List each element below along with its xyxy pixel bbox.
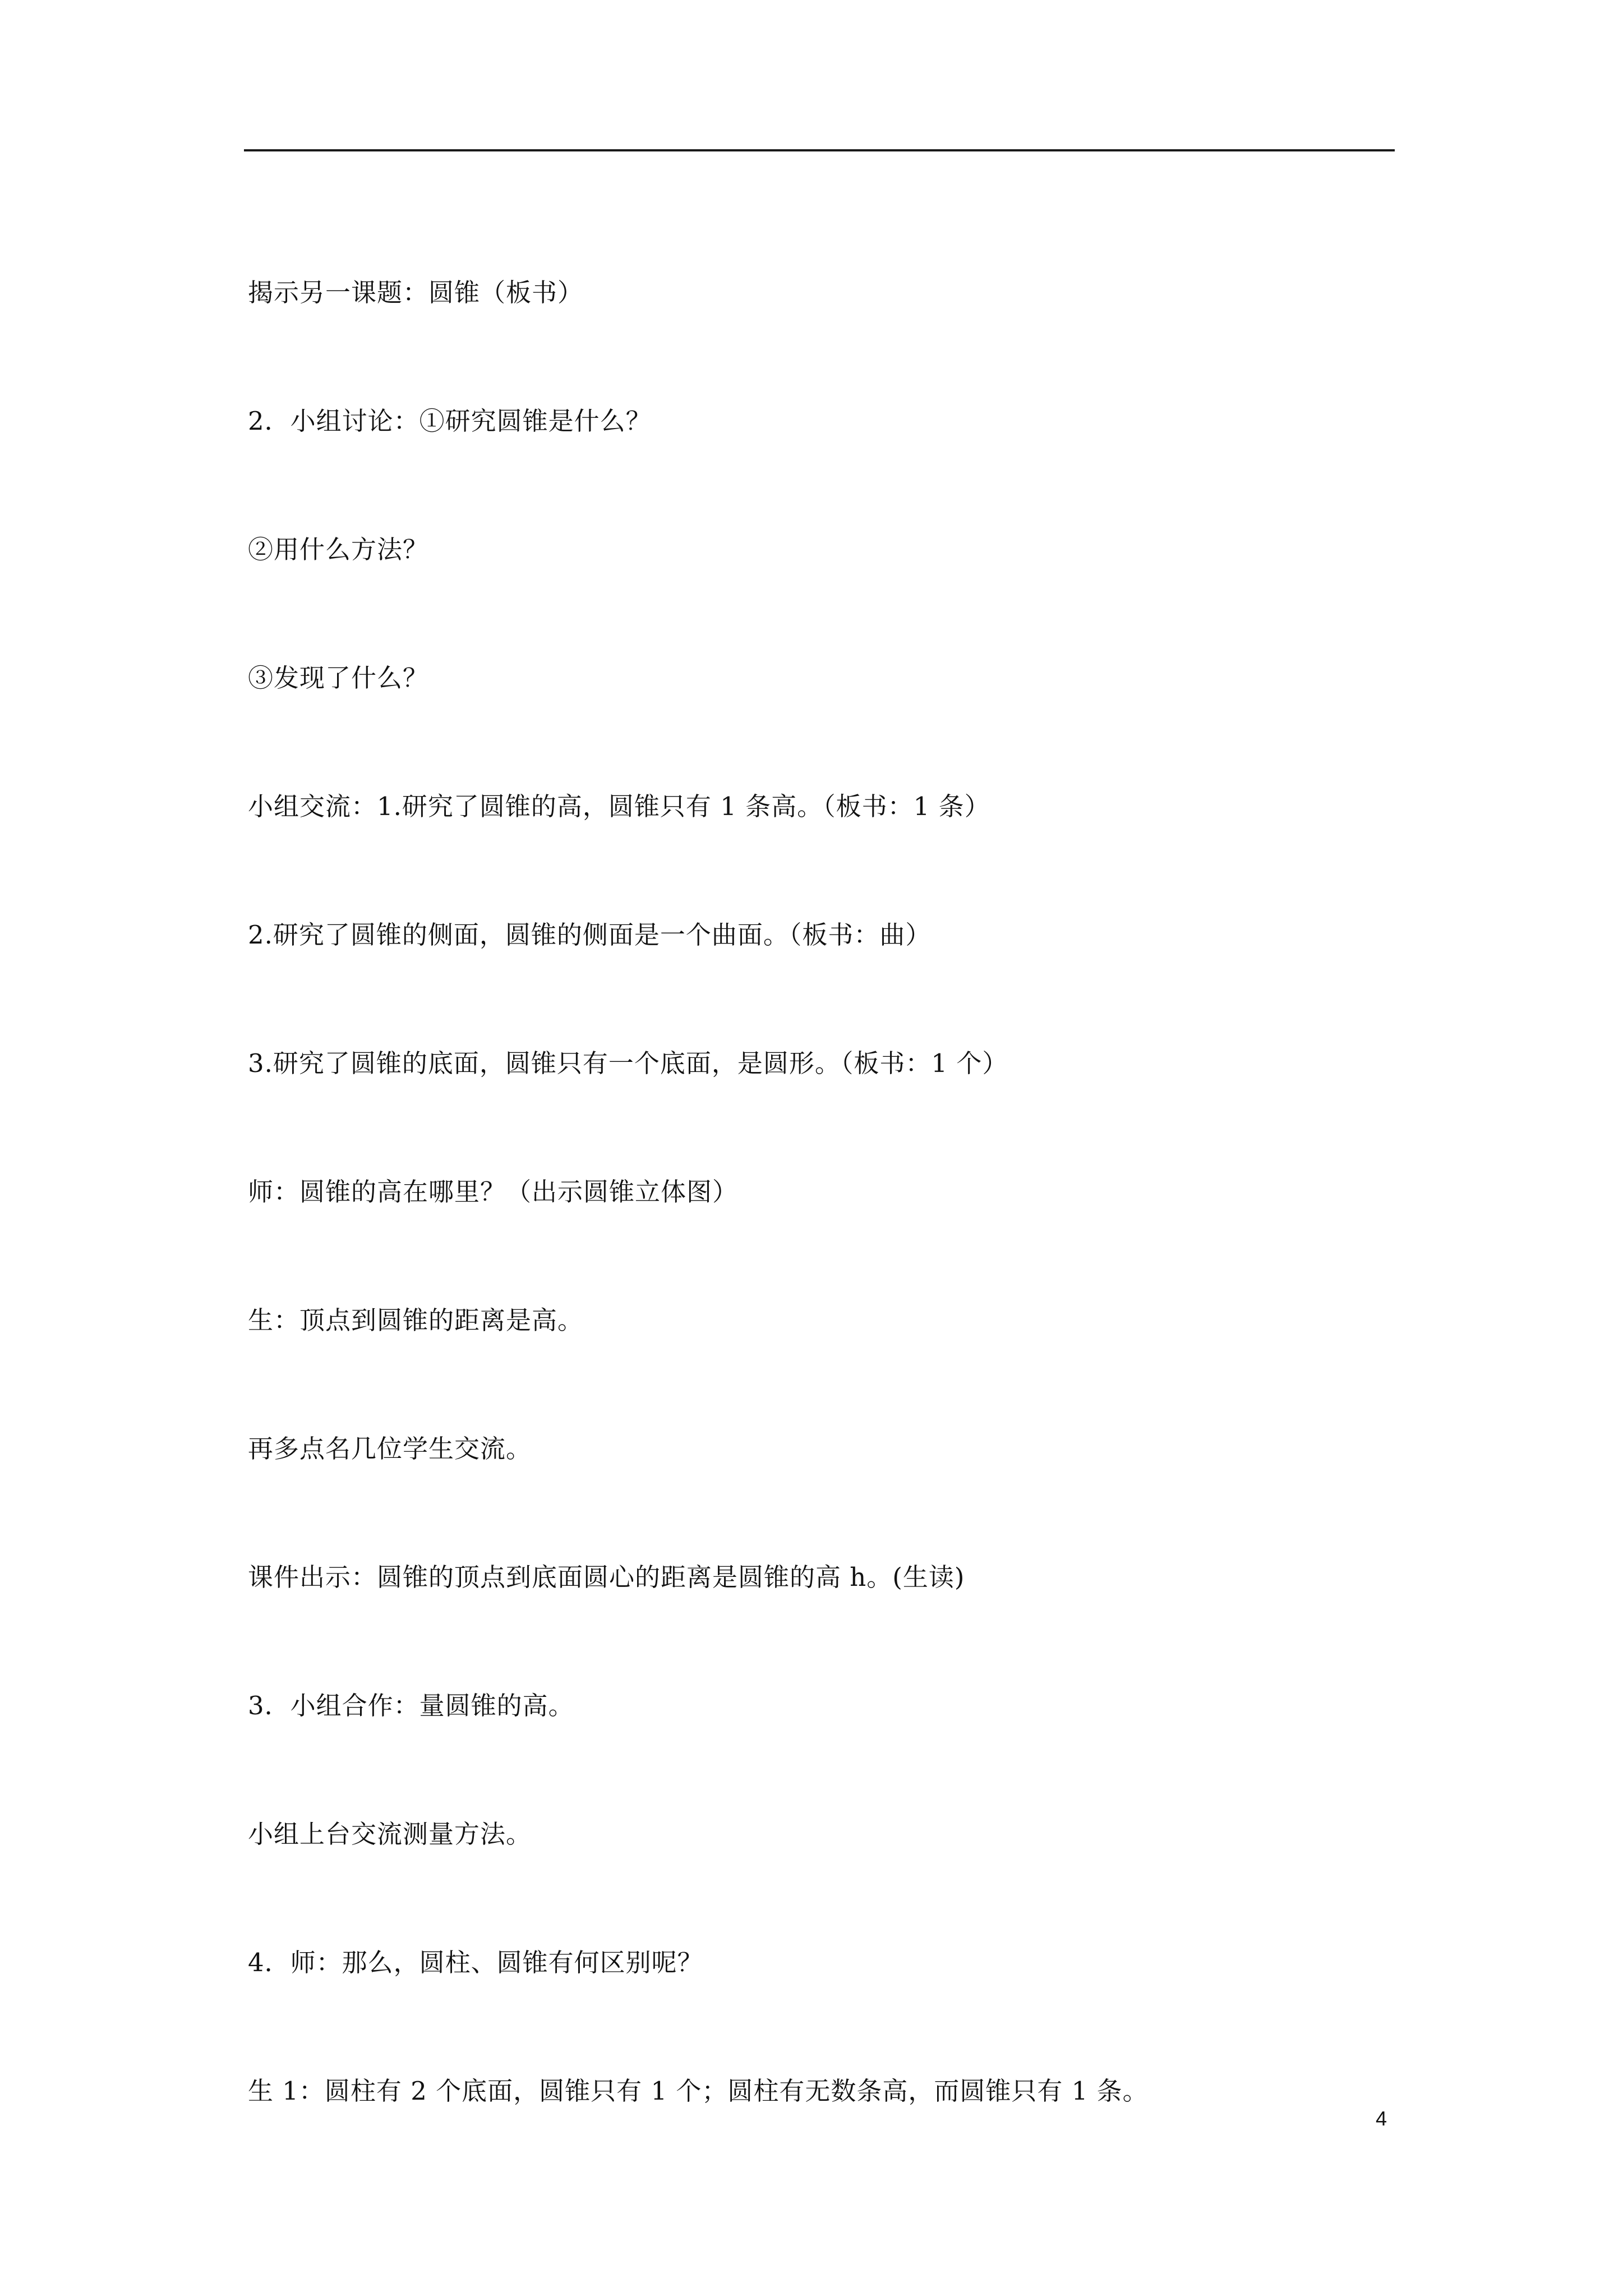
page-number: 4 [1376, 2107, 1387, 2130]
paragraph-line: 小组交流：1.研究了圆锥的高，圆锥只有 1 条高。（板书：1 条） [248, 792, 990, 821]
paragraph-line: 3.研究了圆锥的底面，圆锥只有一个底面，是圆形。（板书：1 个） [248, 1048, 1008, 1078]
paragraph-line: 师：圆锥的高在哪里？（出示圆锥立体图） [248, 1177, 739, 1207]
paragraph-line: 2．小组讨论：①研究圆锥是什么？ [248, 406, 652, 436]
paragraph-line: 揭示另一课题：圆锥（板书） [248, 278, 584, 307]
paragraph-line: 3．小组合作：量圆锥的高。 [248, 1691, 574, 1720]
header-rule [244, 149, 1395, 151]
paragraph-line: 课件出示：圆锥的顶点到底面圆心的距离是圆锥的高 h。(生读) [248, 1562, 965, 1592]
paragraph-line: ③发现了什么？ [248, 663, 429, 693]
paragraph-line: 再多点名几位学生交流。 [248, 1434, 532, 1464]
paragraph-line: 4．师：那么，圆柱、圆锥有何区别呢？ [248, 1948, 703, 1977]
paragraph-line: 生：顶点到圆锥的距离是高。 [248, 1305, 584, 1335]
paragraph-line: 生 1：圆柱有 2 个底面，圆锥只有 1 个；圆柱有无数条高，而圆锥只有 1 条。 [248, 2076, 1149, 2106]
paragraph-line: ②用什么方法？ [248, 535, 429, 564]
paragraph-line: 小组上台交流测量方法。 [248, 1819, 532, 1849]
paragraph-line: 2.研究了圆锥的侧面，圆锥的侧面是一个曲面。（板书：曲） [248, 920, 932, 950]
